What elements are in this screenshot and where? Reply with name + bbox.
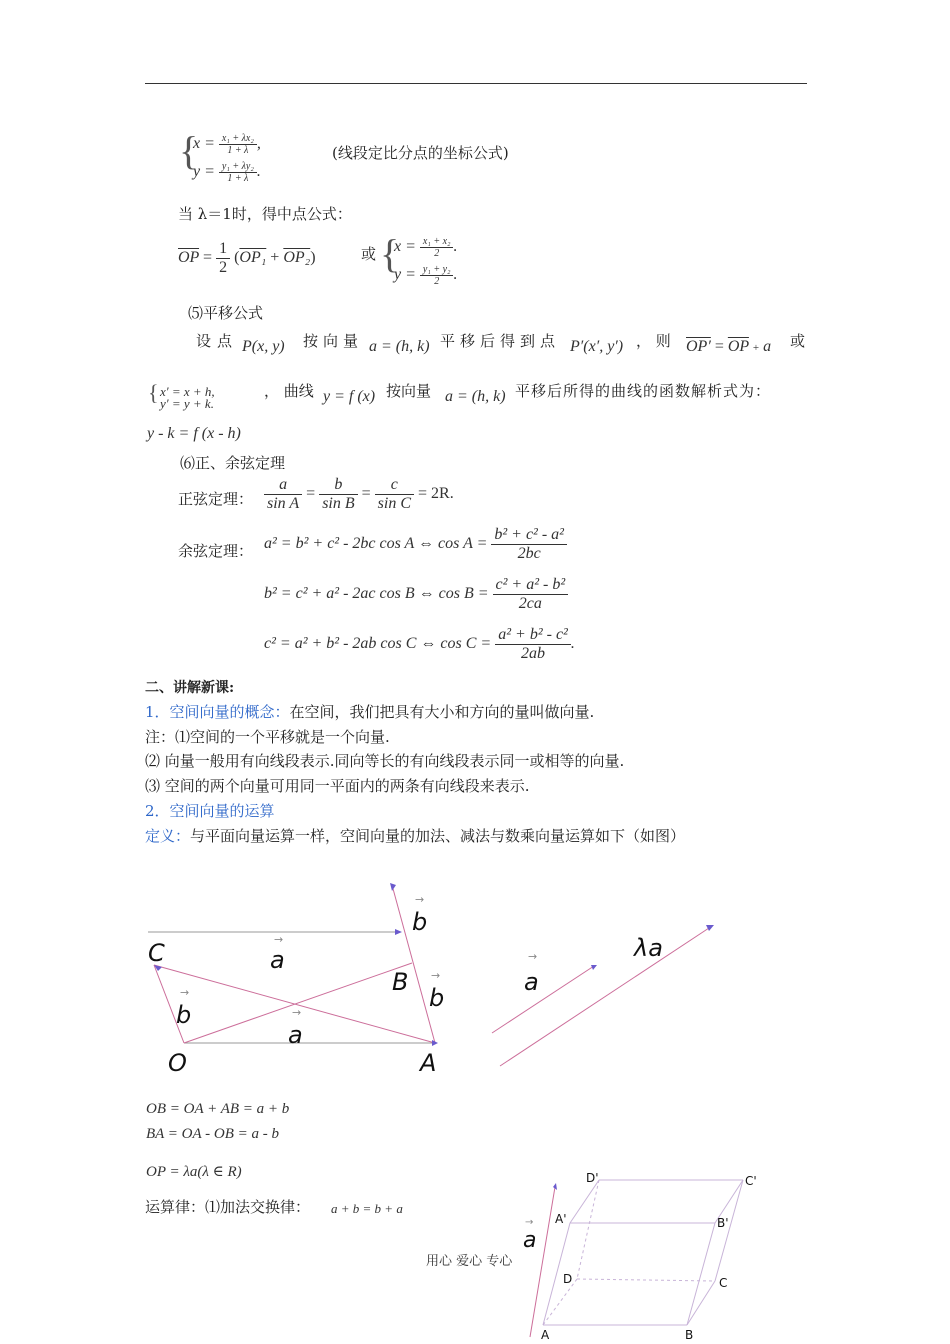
curve-text3: 平移后所得的曲线的函数解析式为： xyxy=(515,382,772,400)
vector-lambda-a-line xyxy=(500,926,712,1066)
arrow-head-lambda-a xyxy=(706,925,714,931)
svg-text:→: → xyxy=(180,986,190,999)
cosine-law-a: a² = b² + c² - 2bc cos A ⇔ cos A = $\frac{\text{b² + c² - a²}}{2bc}$ xyxy=(264,526,567,563)
label-D1: D' xyxy=(586,1171,599,1185)
note1: 注：⑴空间的一个平移就是一个向量. xyxy=(145,728,390,746)
label-b-right: b xyxy=(429,984,445,1012)
translation-text4: ， 则 xyxy=(636,332,671,350)
curve-vector: a = (h, k) xyxy=(445,388,506,405)
item1 xyxy=(145,701,594,722)
label-lambda-a: λa xyxy=(634,934,663,962)
translation-point-p: P(x, y) xyxy=(242,338,285,355)
label-A1: A' xyxy=(555,1212,567,1226)
midpoint-intro: 当 λ＝1时，得中点公式： xyxy=(178,205,352,223)
label-b-top: b xyxy=(412,908,428,936)
label-C1: C' xyxy=(745,1174,757,1188)
svg-text:→: → xyxy=(525,1217,534,1228)
translation-text1: 设点 xyxy=(196,332,239,350)
item1-text: 在空间，我们把具有大小和方向的量叫做向量. xyxy=(289,703,595,721)
translation-op-formula: $OP' = \overline{OP} + a$ xyxy=(686,338,772,355)
footer-text: 用心 爱心 专心 xyxy=(426,1254,513,1269)
midpoint-vector-formula: $\overline{OP}$ = $\frac{1}{2}$ (OP₁ + OP₂) xyxy=(178,240,316,276)
translation-heading: ⑸平移公式 xyxy=(188,304,264,322)
label-C: C xyxy=(719,1276,728,1290)
equation-op: OP = λa(λ ∈ R) xyxy=(146,1164,242,1180)
def-label: 定义： xyxy=(145,827,191,845)
svg-text:→: → xyxy=(431,969,441,982)
svg-text:→: → xyxy=(415,893,425,906)
parallelepiped-figure xyxy=(515,1165,765,1344)
or-text: 或 xyxy=(361,245,377,263)
translation-text5: 或 xyxy=(790,332,806,350)
label-a-top: a xyxy=(270,946,285,974)
svg-text:→: → xyxy=(292,1006,302,1019)
sine-cos-heading: ⑹正、余弦定理 xyxy=(180,454,286,472)
curve-result: y - k = f (x - h) xyxy=(147,425,241,442)
arrow-head-top xyxy=(395,929,402,935)
cosine-label: 余弦定理： xyxy=(178,542,254,560)
sine-label: 正弦定理： xyxy=(178,490,254,508)
note3: ⑶ 空间的两个向量可用同一平面内的两条有向线段来表示. xyxy=(145,777,530,795)
curve-function: y = f (x) xyxy=(323,388,376,405)
scalar-multiplication-figure xyxy=(488,918,728,1068)
label-a-mid: a xyxy=(288,1021,303,1049)
section-coord-note: (线段定比分点的坐标公式) xyxy=(332,144,509,162)
item2-title: 2．空间向量的运算 xyxy=(145,802,275,820)
label-B: B xyxy=(685,1328,694,1342)
cosine-law-c: c² = a² + b² - 2ab cos C ⇔ cos C = $\frac{\text{a² + b² - c²}}{2ab}$ . xyxy=(264,626,575,662)
lecture-heading: 二、讲解新课: xyxy=(145,680,235,696)
label-a: a xyxy=(523,1228,537,1253)
svg-text:→: → xyxy=(274,933,284,946)
definition xyxy=(145,825,685,846)
translation-vector: a = (h, k) xyxy=(369,338,430,355)
label-D: D xyxy=(563,1272,573,1286)
vector-a-line xyxy=(492,966,594,1033)
svg-text:→: → xyxy=(528,950,538,963)
label-A: A xyxy=(541,1328,550,1342)
label-A: A xyxy=(420,1049,437,1077)
label-b-left: b xyxy=(176,1001,192,1029)
curve-text1: ， 曲线 xyxy=(264,382,314,400)
translation-text2: 按向量 xyxy=(303,332,364,350)
curve-text2: 按向量 xyxy=(386,382,432,400)
note2: ⑵ 向量一般用有向线段表示.同向等长的有向线段表示同一或相等的向量. xyxy=(145,752,625,770)
arrow-head-bottom xyxy=(432,1040,438,1046)
translation-text3: 平移后得到点 xyxy=(440,332,561,350)
label-B1: B' xyxy=(717,1216,729,1230)
translation-point-p-prime: P′(x′, y′) xyxy=(570,338,624,355)
item1-title: 1．空间向量的概念： xyxy=(145,703,290,721)
label-a: a xyxy=(524,968,539,996)
laws-formula: a + b = b + a xyxy=(331,1201,403,1216)
equation-ba: BA = OA - OB = a - b xyxy=(146,1126,280,1142)
def-text: 与平面向量运算一样，空间向量的加法、减法与数乘向量运算如下（如图） xyxy=(190,827,686,845)
cosine-law-b: b² = c² + a² - 2ac cos B ⇔ cos B = $\frac{\text{c² + a² - b²}}{2ca}$ xyxy=(264,576,568,613)
header-rule xyxy=(145,83,807,84)
laws-label: 运算律：⑴加法交换律： xyxy=(145,1198,311,1216)
label-C: C xyxy=(148,939,165,967)
label-B: B xyxy=(392,968,409,996)
sine-law-formula: $\frac{a}{\text{sin A}}$ = $\frac{b}{\text{sin B}}$ = $\frac{c}{\text{sin C}}$ = 2R. xyxy=(264,476,454,513)
label-O: O xyxy=(168,1049,187,1077)
vector-parallelogram-figure xyxy=(140,875,470,1080)
equation-ob: OB = OA + AB = a + b xyxy=(146,1101,290,1117)
